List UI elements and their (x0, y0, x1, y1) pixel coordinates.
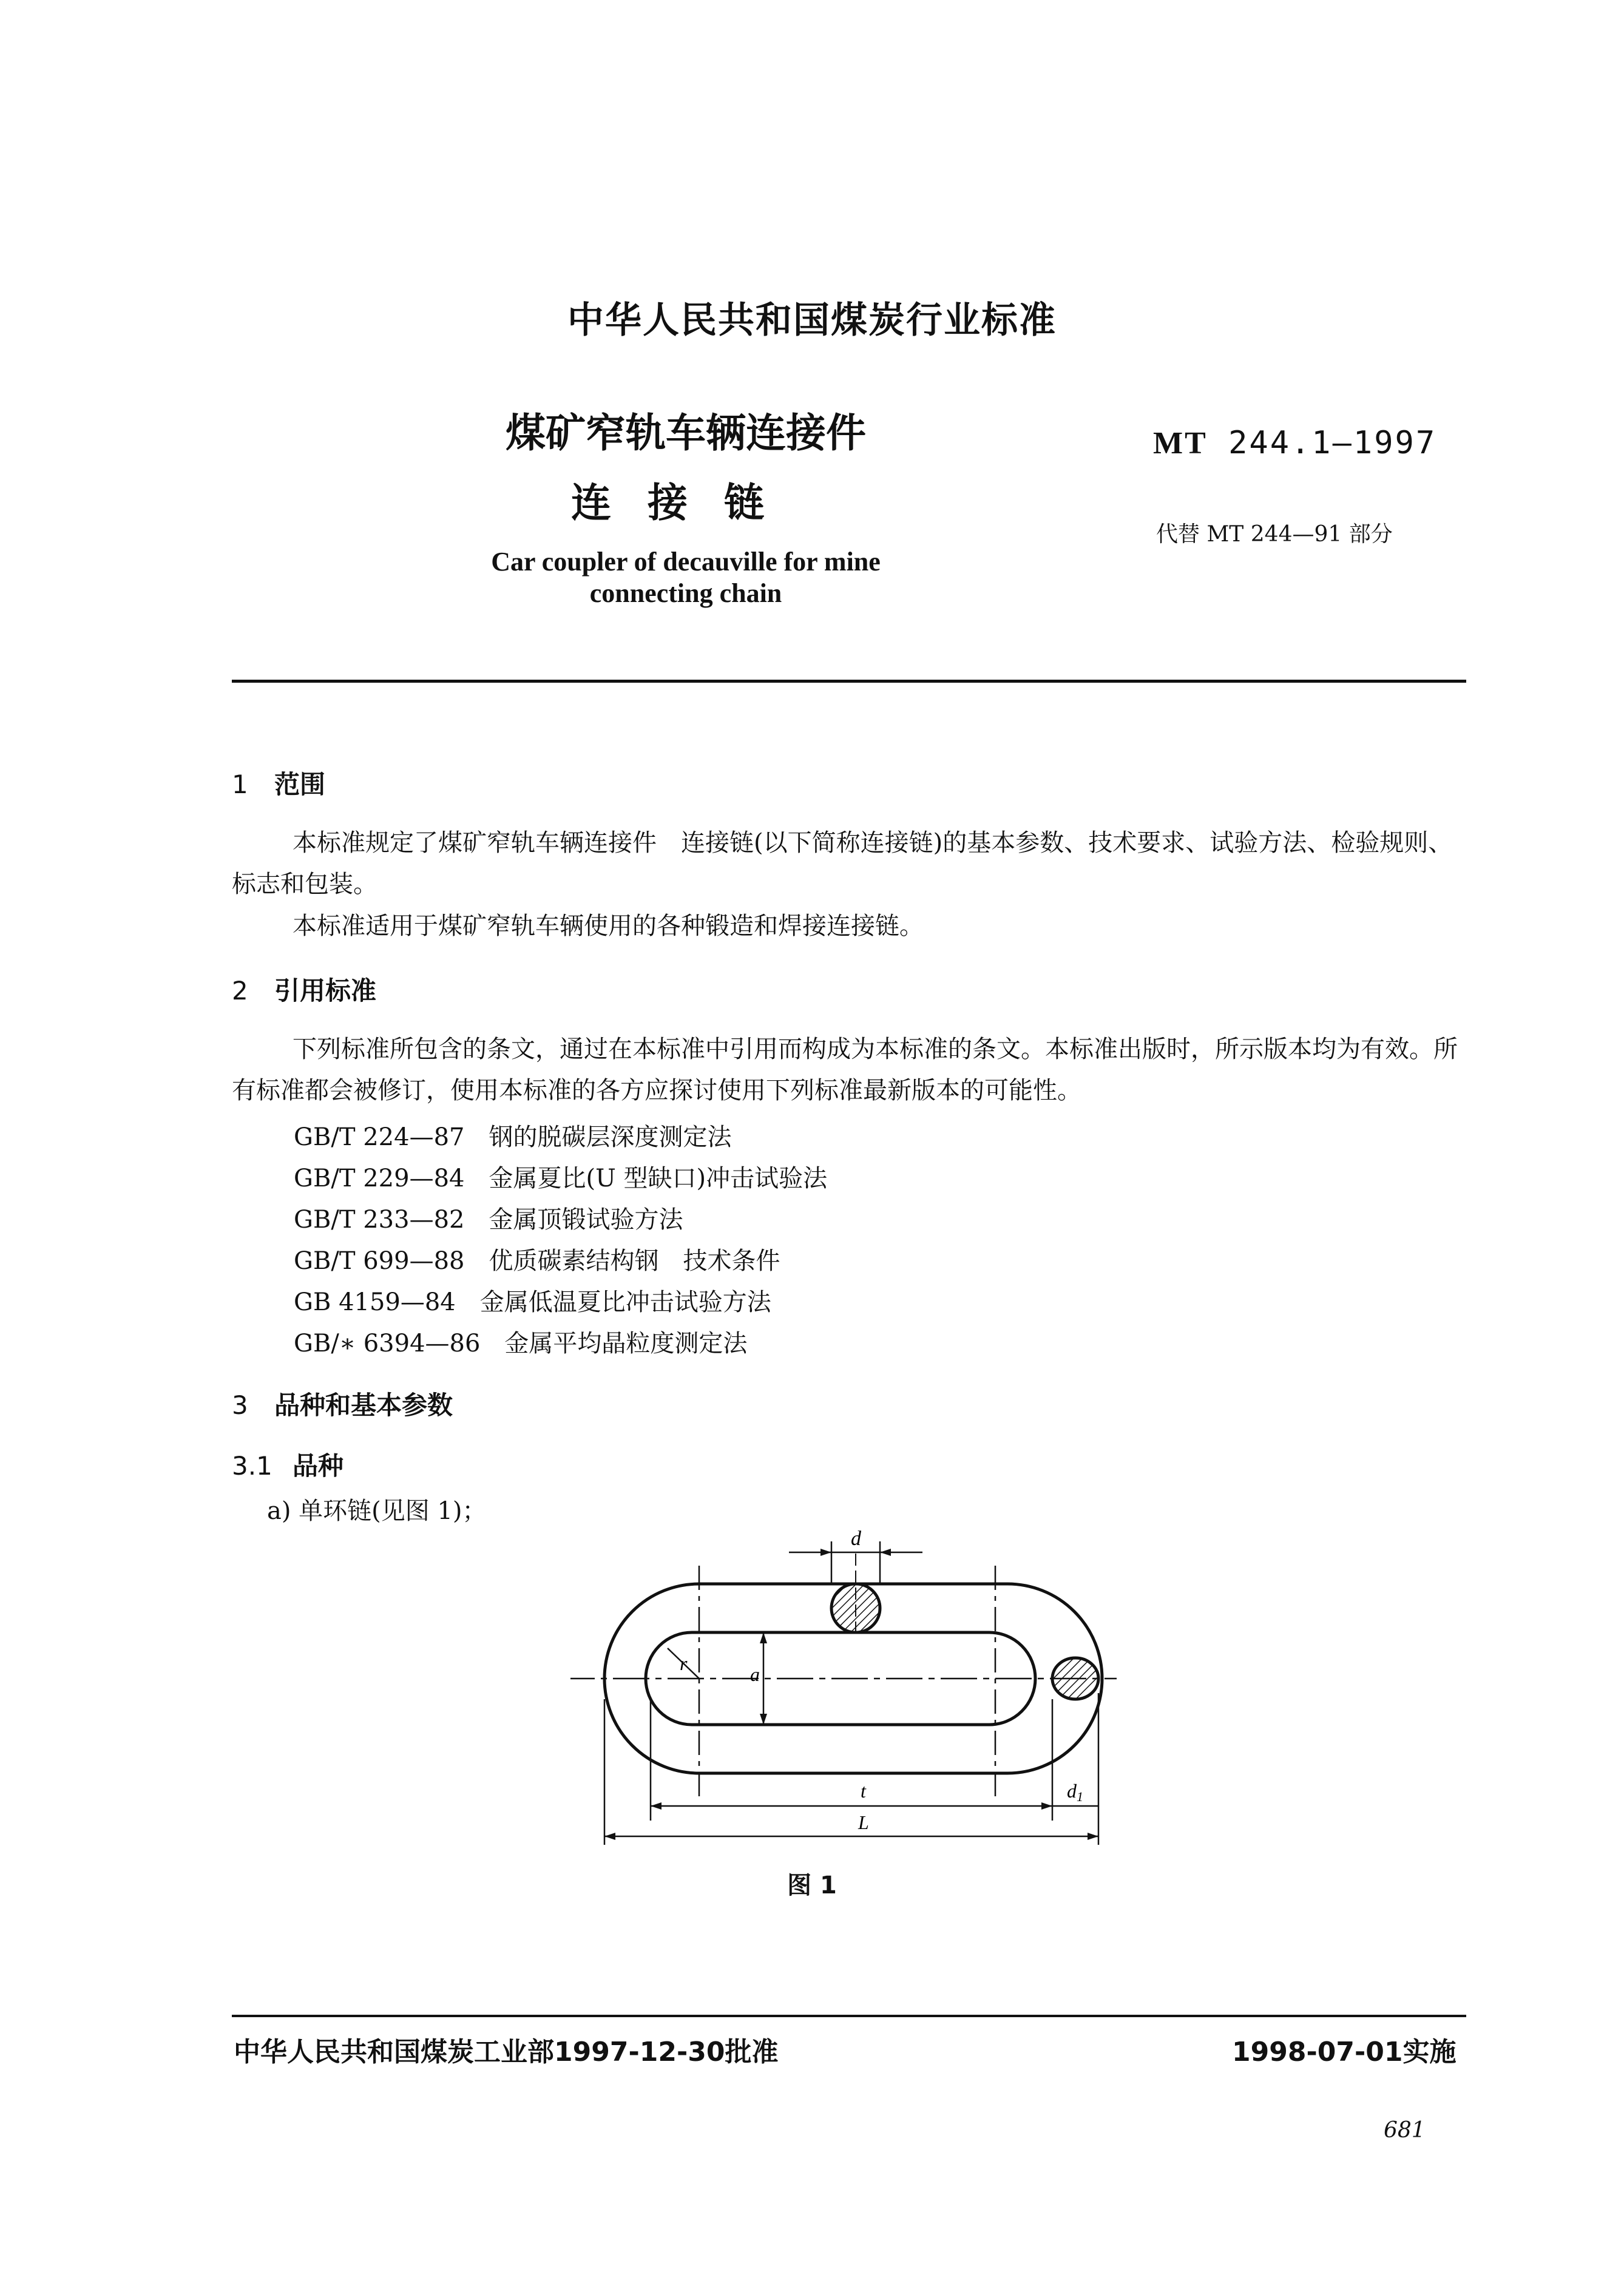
a-arrow-bottom (760, 1714, 767, 1725)
label-t: t (861, 1780, 866, 1802)
english-title-line2: connecting chain (589, 578, 782, 608)
section-3-number: 3 (232, 1390, 248, 1420)
section-1-number: 1 (232, 769, 248, 799)
section-2-title: 引用标准 (274, 976, 377, 1006)
list-item-a: a) 单环链(见图 1)； (267, 1497, 487, 1525)
section-1-heading (232, 765, 325, 801)
reference-item: GB/∗ 6394—86 金属平均晶粒度测定法 (294, 1330, 748, 1358)
standard-number: 244.1—1997 (1228, 425, 1437, 461)
reference-item: GB/T 699—88 优质碳素结构钢 技术条件 (294, 1247, 780, 1275)
t-arrow-right (1041, 1802, 1052, 1810)
standard-prefix: MT (1153, 426, 1208, 461)
label-L: L (858, 1811, 869, 1833)
right-section-ellipse (1052, 1658, 1098, 1699)
label-r: r (680, 1652, 688, 1674)
replaces-note: 代替 MT 244—91 部分 (1156, 522, 1393, 547)
figure-caption: 图 1 (787, 1872, 837, 1899)
doc-title-line2: 连接链 (571, 479, 800, 526)
section-2-number: 2 (232, 976, 248, 1006)
doc-title-line1: 煤矿窄轨车辆连接件 (506, 410, 866, 456)
page-number: 681 (1384, 2118, 1426, 2143)
org-title: 中华人民共和国煤炭行业标准 (567, 299, 1057, 342)
standard-code (1153, 425, 1436, 461)
reference-item: GB/T 233—82 金属顶锻试验方法 (294, 1206, 683, 1234)
d-arrow-right (880, 1549, 891, 1556)
label-d1 (1067, 1780, 1083, 1804)
header-rule (232, 680, 1466, 683)
t-arrow-left (651, 1802, 661, 1810)
reference-item: GB/T 224—87 钢的脱碳层深度测定法 (294, 1123, 732, 1151)
section-3-heading (232, 1385, 453, 1422)
section-2-heading (232, 971, 376, 1007)
section-1-paragraph-2: 本标准适用于煤矿窄轨车辆使用的各种锻造和焊接连接链。 (293, 912, 924, 940)
section-1-paragraph-1: 本标准规定了煤矿窄轨车辆连接件 连接链(以下简称连接链)的基本参数、技术要求、试验方法、检验规则、标志和包装。 (232, 829, 1453, 898)
d-arrow-left (820, 1549, 831, 1556)
a-arrow-top (760, 1632, 767, 1643)
label-a: a (750, 1663, 760, 1685)
label-d: d (851, 1527, 861, 1550)
label-d1-sub: 1 (1077, 1789, 1083, 1804)
L-arrow-left (604, 1833, 615, 1840)
reference-item: GB 4159—84 金属低温夏比冲击试验方法 (294, 1288, 771, 1316)
section-3-title: 品种和基本参数 (274, 1390, 453, 1420)
reference-item: GB/T 229—84 金属夏比(U 型缺口)冲击试验法 (294, 1165, 828, 1192)
label-d1-main: d (1067, 1780, 1077, 1802)
english-title (303, 546, 1068, 609)
section-3-1-number: 3.1 (232, 1451, 272, 1481)
approval-note: 中华人民共和国煤炭工业部1997-12-30批准 (234, 2037, 779, 2068)
section-2-paragraph-1: 下列标准所包含的条文，通过在本标准中引用而构成为本标准的条文。本标准出版时，所示版本均为有效。所有标准都会被修订，使用本标准的各方应探讨使用下列标准最新版本的可能性。 (232, 1035, 1458, 1104)
section-3-1-title: 品种 (293, 1451, 344, 1481)
section-1-title: 范围 (274, 769, 326, 799)
section-3-1-heading (232, 1446, 343, 1483)
L-arrow-right (1088, 1833, 1098, 1840)
english-title-line1: Car coupler of decauville for mine (491, 547, 881, 577)
effective-date: 1998-07-01实施 (1232, 2037, 1457, 2068)
chain-link-figure (570, 1517, 1129, 1857)
footer-rule (232, 2015, 1466, 2017)
